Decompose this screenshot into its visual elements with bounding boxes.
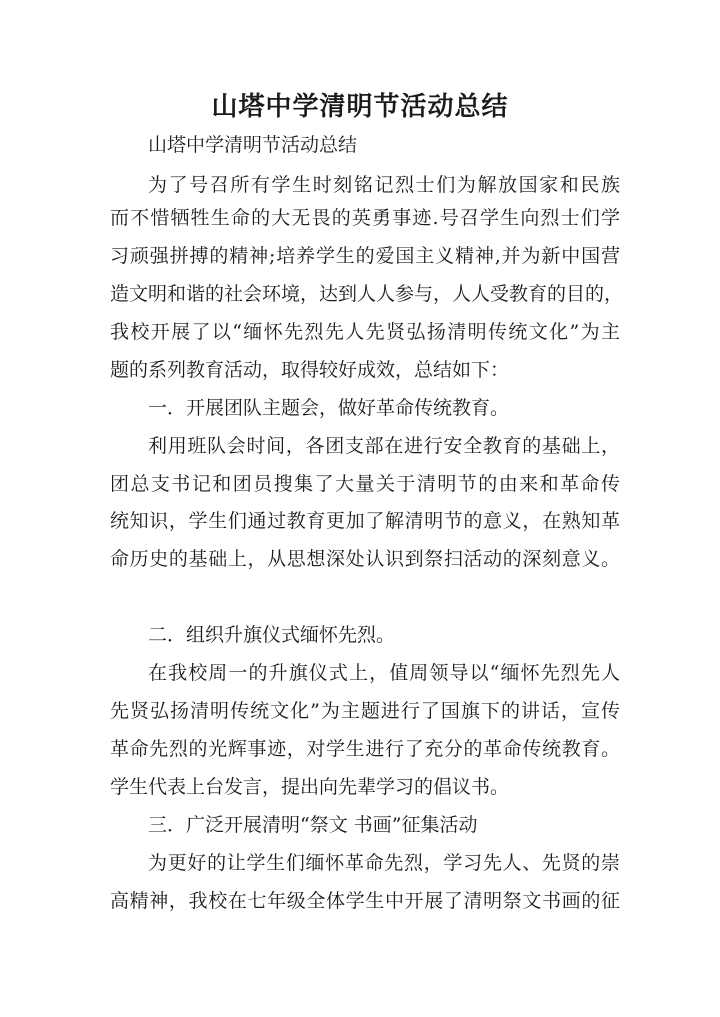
paragraph-4-line: 为更好的让学生们缅怀革命先烈，学习先人、先贤的崇 [148,852,620,874]
paragraph-1-line: 习顽强拼搏的精神;培养学生的爱国主义精神,并为新中国营 [110,245,620,267]
paragraph-3-line: 在我校周一的升旗仪式上，值周领导以“缅怀先烈先人 [148,662,620,684]
document-subtitle: 山塔中学清明节活动总结 [148,134,358,156]
paragraph-2-line: 命历史的基础上，从思想深处认识到祭扫活动的深刻意义。 [110,548,620,570]
paragraph-2-line: 统知识，学生们通过教育更加了解清明节的意义，在熟知革 [110,510,620,532]
section-heading-2: 二．组织升旗仪式缅怀先烈。 [148,624,396,646]
paragraph-2-line: 利用班队会时间，各团支部在进行安全教育的基础上， [148,435,620,457]
paragraph-3-line: 革命先烈的光辉事迹，对学生进行了充分的革命传统教育。 [110,738,620,760]
document-title: 山塔中学清明节活动总结 [211,92,509,122]
paragraph-1-line: 而不惜牺牲生命的大无畏的英勇事迹.号召学生向烈士们学 [110,207,620,229]
paragraph-1-line: 题的系列教育活动，取得较好成效，总结如下： [110,359,510,381]
paragraph-4-line: 高精神，我校在七年级全体学生中开展了清明祭文书画的征 [110,890,620,912]
paragraph-1-line: 为了号召所有学生时刻铭记烈士们为解放国家和民族 [148,174,620,196]
paragraph-3-line: 先贤弘扬清明传统文化”为主题进行了国旗下的讲话，宣传 [110,700,620,722]
section-heading-1: 一．开展团队主题会，做好革命传统教育。 [148,397,510,419]
section-heading-3: 三．广泛开展清明“祭文 书画”征集活动 [148,814,478,836]
paragraph-3-line: 学生代表上台发言，提出向先辈学习的倡议书。 [110,776,510,798]
paragraph-1-line: 我校开展了以“缅怀先烈先人先贤弘扬清明传统文化”为主 [110,321,620,343]
paragraph-1-line: 造文明和谐的社会环境，达到人人参与，人人受教育的目的， [110,283,624,305]
paragraph-2-line: 团总支书记和团员搜集了大量关于清明节的由来和革命传 [110,473,620,495]
